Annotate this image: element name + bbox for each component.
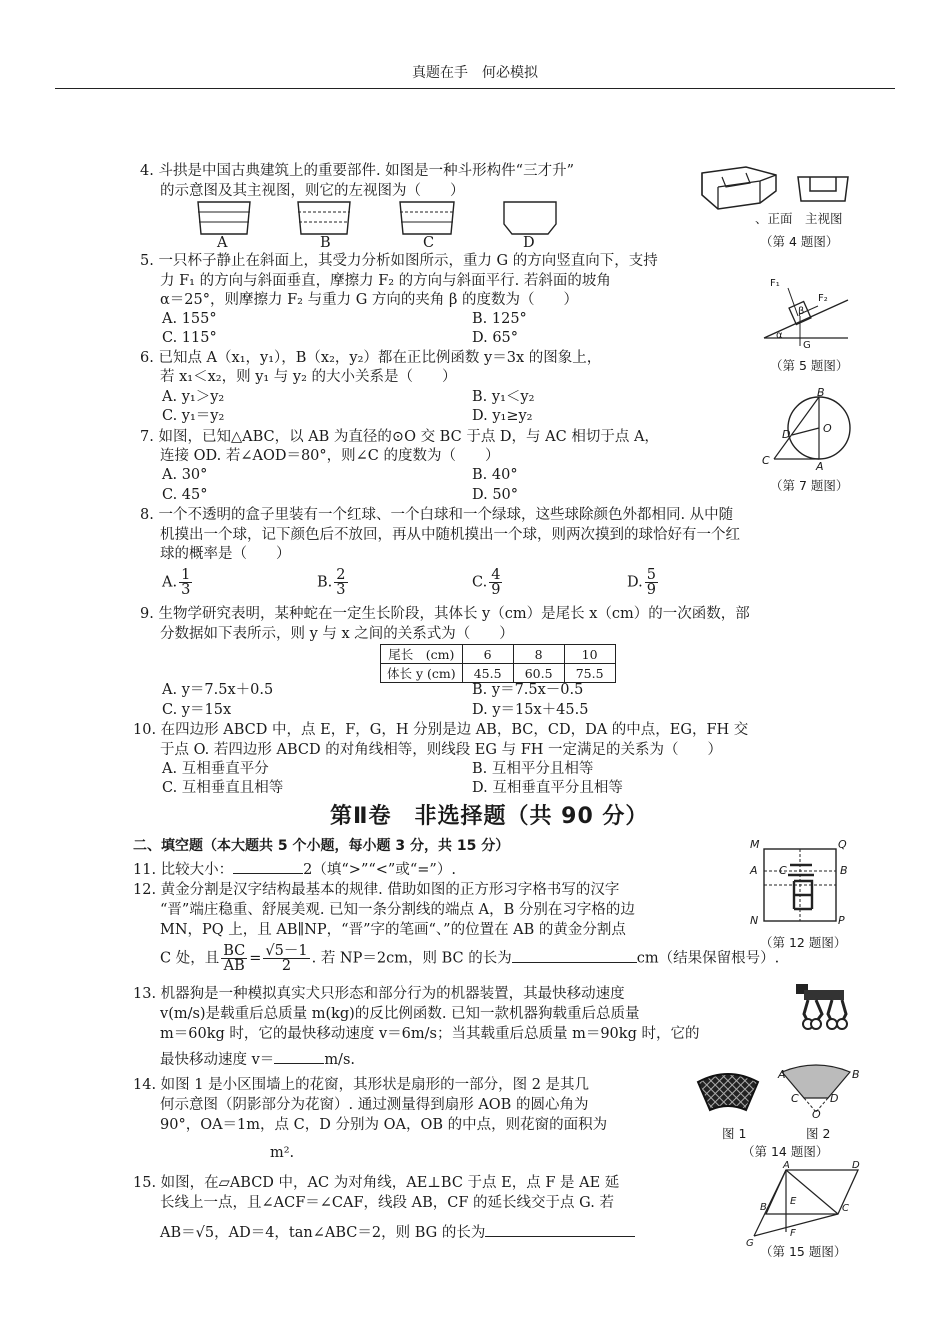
q15-label-b: B	[760, 1202, 767, 1213]
q5-label-alpha: α	[776, 330, 783, 341]
q9-opt-a: A. y＝7.5x＋0.5	[162, 682, 274, 698]
page-header: 真题在手 何必模拟	[412, 65, 538, 81]
table-cell: 体长 y (cm)	[381, 664, 463, 683]
robot-dog-picture	[786, 976, 856, 1031]
table-cell: 尾长 (cm)	[381, 645, 463, 664]
q5-label-beta: β	[798, 306, 805, 317]
q4-line1: 4. 斗拱是中国古典建筑上的重要部件. 如图是一种斗形构件“三才升”	[140, 163, 574, 179]
q12-line1: 12. 黄金分割是汉字结构最基本的规律. 借助如图的正方形习字格书写的汉字	[133, 882, 620, 898]
q7-opt-c: C. 45°	[162, 487, 208, 503]
q12-label-n: N	[750, 914, 759, 927]
q5-caption: （第 5 题图）	[770, 358, 849, 373]
q12-line4: C 处，且 $\frac{BC}{AB}$ = $\frac{√5-1}{2}$ . 若 NP＝2cm，则 BC 的长为 cm（结果保留根号）.	[160, 943, 780, 974]
q4-opt-c: C	[423, 235, 435, 251]
q15-figure	[740, 1162, 860, 1242]
q15-line2: 长线上一点，且∠ACF＝∠CAF，线段 AB，CF 的延长线交于点 G. 若	[160, 1195, 614, 1211]
q12-label-q: Q	[838, 838, 847, 851]
q8-opt-d: D. $\frac{5}{9}$	[627, 567, 656, 598]
q4-opt-d: D	[523, 235, 535, 251]
q6-line1: 6. 已知点 A（x₁，y₁），B（x₂，y₂）都在正比例函数 y＝3x 的图象上，	[140, 350, 602, 366]
q14-label-d: D	[830, 1092, 839, 1105]
header-rule	[55, 88, 895, 89]
q14-label-o: O	[812, 1108, 821, 1121]
q10-opt-c: C. 互相垂直且相等	[162, 780, 284, 796]
q14-line3: 90°，OA＝1m，点 C，D 分别为 OA，OB 的中点，则花窗的面积为	[160, 1117, 608, 1133]
q4-caption: （第 4 题图）	[760, 234, 839, 249]
q10-line2: 于点 O. 若四边形 ABCD 的对角线相等，则线段 EG 与 FH 一定满足的关系为（ ）	[160, 742, 723, 758]
table-row	[381, 664, 616, 683]
q5-line1: 5. 一只杯子静止在斜面上，其受力分析如图所示，重力 G 的方向竖直向下，支持	[140, 253, 658, 269]
q8-opt-b: B. $\frac{2}{3}$	[317, 567, 346, 598]
q15-label-e: E	[790, 1196, 797, 1207]
q6-opt-c: C. y₁＝y₂	[162, 408, 225, 424]
q9-data-table	[380, 644, 616, 683]
q9-line1: 9. 生物学研究表明，某种蛇在一定生长阶段，其体长 y（cm）是尾长 x（cm）的一次函数，部	[140, 606, 750, 622]
q12-figure	[760, 845, 840, 925]
q5-label-f1: F₁	[770, 278, 780, 289]
q12-line2: “晋”端庄稳重、舒展美观. 已知一条分割线的端点 A，B 分别在习字格的边	[160, 902, 635, 918]
q8-line1: 8. 一个不透明的盒子里装有一个红球、一个白球和一个绿球，这些球除颜色外都相同. 从中随	[140, 507, 734, 523]
q9-opt-d: D. y＝15x＋45.5	[472, 702, 589, 718]
q10-opt-a: A. 互相垂直平分	[162, 761, 269, 777]
q12-label-p: P	[838, 914, 845, 927]
q11-text: 11. 比较大小： 2（填“>”“<”或“=”）.	[133, 862, 456, 878]
fill-section-heading: 二、填空题（本大题共 5 个小题，每小题 3 分，共 15 分）	[133, 838, 510, 854]
q14-fig2-label: 图 2	[806, 1126, 831, 1141]
q4-opt-b: B	[320, 235, 331, 251]
q14-line1: 14. 如图 1 是小区围墙上的花窗，其形状是扇形的一部分，图 2 是其几	[133, 1077, 590, 1093]
q7-opt-a: A. 30°	[162, 467, 208, 483]
q5-label-g: G	[803, 340, 811, 351]
q7-line2: 连接 OD. 若∠AOD＝80°，则∠C 的度数为（ ）	[160, 448, 500, 464]
q14-label-b: B	[852, 1068, 860, 1081]
q7-label-c: C	[762, 454, 770, 467]
q4-figure	[698, 165, 858, 215]
q4-option-figures	[190, 198, 570, 238]
q8-opt-a: A. $\frac{1}{3}$	[162, 567, 191, 598]
q5-opt-d: D. 65°	[472, 330, 519, 346]
q15-label-f: F	[790, 1228, 796, 1239]
q13-line2: v(m/s)是载重后总质量 m(kg)的反比例函数. 已知一款机器狗载重后总质量	[160, 1006, 640, 1022]
q7-label-o: O	[823, 422, 832, 435]
q9-opt-c: C. y＝15x	[162, 702, 232, 718]
q6-opt-a: A. y₁＞y₂	[162, 389, 225, 405]
q6-line2: 若 x₁＜x₂，则 y₁ 与 y₂ 的大小关系是（ ）	[160, 369, 457, 385]
table-cell: 45.5	[462, 664, 513, 683]
q15-label-g: G	[746, 1238, 754, 1249]
table-row	[381, 645, 616, 664]
q5-opt-a: A. 155°	[162, 311, 217, 327]
q5-label-f2: F₂	[818, 293, 828, 304]
q7-label-b: B	[817, 386, 825, 399]
table-cell: 60.5	[513, 664, 564, 683]
q12-label-m: M	[750, 838, 760, 851]
q15-line1: 15. 如图，在▱ABCD 中，AC 为对角线，AE⊥BC 于点 E，点 F 是 AE 延	[133, 1175, 620, 1191]
q14-fig1-label: 图 1	[722, 1126, 747, 1141]
q8-opt-c: C. $\frac{4}{9}$	[472, 567, 501, 598]
q14-caption: （第 14 题图）	[742, 1144, 829, 1159]
q13-line1: 13. 机器狗是一种模拟真实犬只形态和部分行为的机器装置，其最快移动速度	[133, 986, 625, 1002]
q4-opt-a: A	[217, 235, 228, 251]
q15-line3: AB＝√5，AD＝4，tan∠ABC＝2，则 BG 的长为	[160, 1224, 635, 1243]
q12-caption: （第 12 题图）	[760, 935, 847, 950]
q14-label-a: A	[778, 1068, 786, 1081]
q13-line3: m＝60kg 时，它的最快移动速度 v＝6m/s；当其载重后总质量 m＝90kg 时，它的	[160, 1026, 700, 1042]
q14-line4: m².	[270, 1145, 295, 1161]
q7-line1: 7. 如图，已知△ABC，以 AB 为直径的⊙O 交 BC 于点 D，与 AC 相切于点 A，	[140, 429, 659, 445]
q8-line2: 机摸出一个球，记下颜色后不放回，再从中随机摸出一个球，则两次摸到的球恰好有一个红	[160, 527, 740, 543]
q7-label-a: A	[816, 460, 824, 473]
q10-opt-b: B. 互相平分且相等	[472, 761, 594, 777]
q12-label-c: C	[779, 864, 787, 877]
part2-title: 第Ⅱ卷 非选择题（共 90 分）	[330, 804, 649, 829]
q13-line4: 最快移动速度 v＝ m/s.	[160, 1052, 355, 1068]
q4-line2: 的示意图及其主视图，则它的左视图为（ ）	[160, 183, 465, 199]
q5-opt-b: B. 125°	[472, 311, 527, 327]
q7-label-d: D	[782, 428, 791, 441]
q14-label-c: C	[791, 1092, 799, 1105]
q4-figure-labels: 、正面 主视图	[755, 211, 843, 226]
q5-line2: 力 F₁ 的方向与斜面垂直，摩擦力 F₂ 的方向与斜面平行. 若斜面的坡角	[160, 273, 611, 289]
table-cell: 8	[513, 645, 564, 664]
q12-label-a: A	[750, 864, 758, 877]
q8-line3: 球的概率是（ ）	[160, 546, 291, 562]
q5-line3: α＝25°，则摩擦力 F₂ 与重力 G 方向的夹角 β 的度数为（ ）	[160, 292, 578, 308]
q10-opt-d: D. 互相垂直平分且相等	[472, 780, 623, 796]
table-cell: 10	[564, 645, 615, 664]
q12-label-b: B	[840, 864, 848, 877]
table-cell: 6	[462, 645, 513, 664]
q6-opt-b: B. y₁＜y₂	[472, 389, 535, 405]
q15-caption: （第 15 题图）	[760, 1244, 847, 1259]
q7-caption: （第 7 题图）	[770, 478, 849, 493]
q12-line3: MN，PQ 上，且 AB∥NP，“晋”字的笔画“、”的位置在 AB 的黄金分割点	[160, 922, 626, 938]
q7-opt-d: D. 50°	[472, 487, 519, 503]
q6-opt-d: D. y₁≥y₂	[472, 408, 533, 424]
q15-label-a: A	[783, 1160, 790, 1171]
q9-line2: 分数据如下表所示，则 y 与 x 之间的关系式为（ ）	[160, 626, 514, 642]
q9-opt-b: B. y＝7.5x－0.5	[472, 682, 584, 698]
table-cell: 75.5	[564, 664, 615, 683]
q14-figure1	[694, 1068, 764, 1118]
q15-label-d: D	[852, 1160, 860, 1171]
q5-opt-c: C. 115°	[162, 330, 217, 346]
q10-line1: 10. 在四边形 ABCD 中，点 E，F，G，H 分别是边 AB，BC，CD，DA 的中点，EG，FH 交	[133, 722, 749, 738]
q15-label-c: C	[842, 1203, 849, 1214]
q7-opt-b: B. 40°	[472, 467, 518, 483]
q14-line2: 何示意图（阴影部分为花窗）. 通过测量得到扇形 AOB 的圆心角为	[160, 1097, 589, 1113]
